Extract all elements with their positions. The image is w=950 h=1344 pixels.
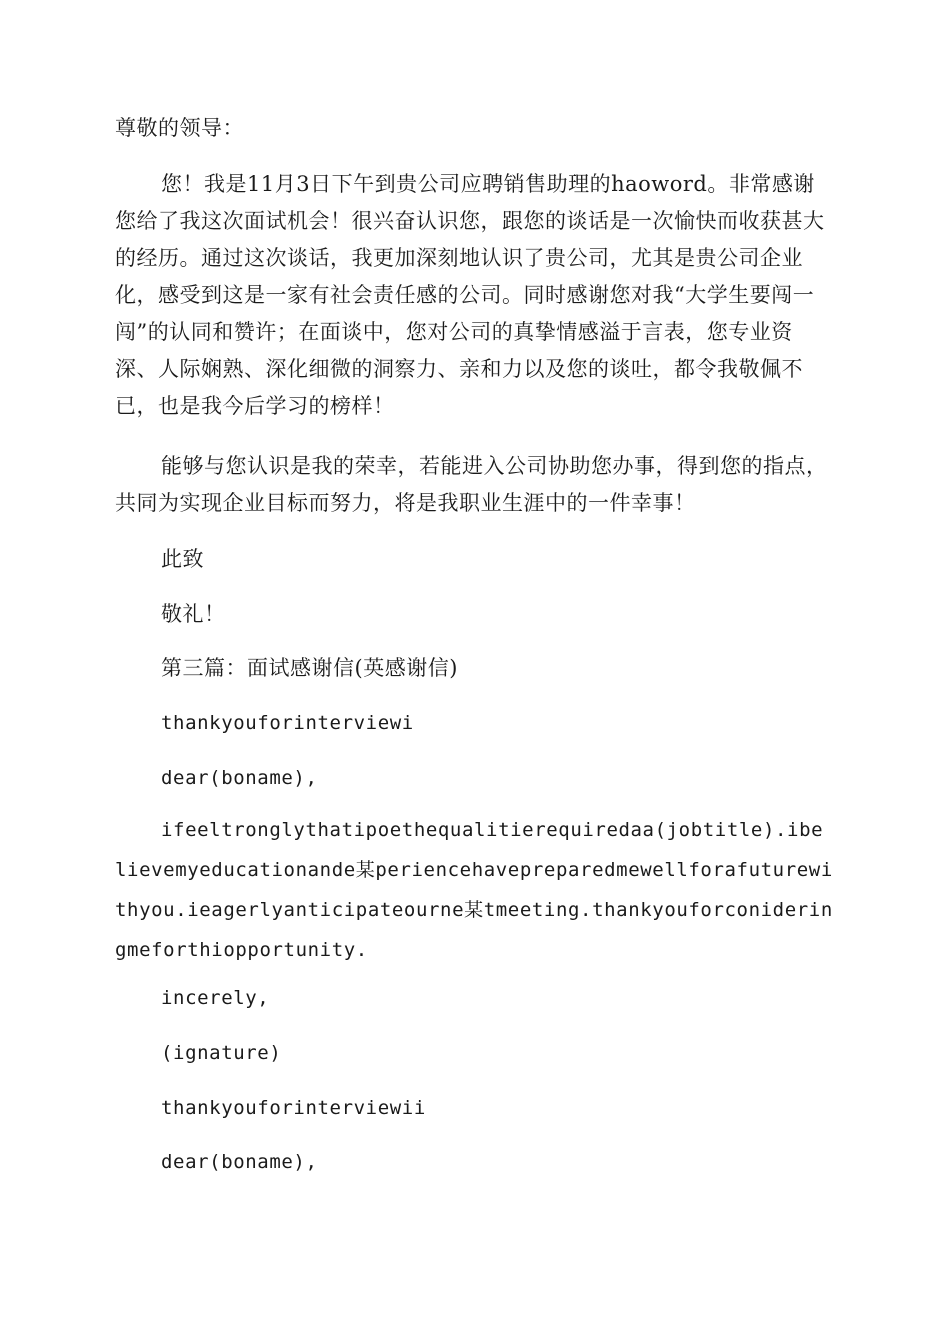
letter1-greeting: dear(boname), <box>161 767 318 789</box>
closing-line-2: 敬礼！ <box>161 602 226 626</box>
closing-line-1: 此致 <box>161 547 204 571</box>
letter2-title: thankyouforinterviewii <box>161 1097 426 1119</box>
letter1-signature: (ignature) <box>161 1042 282 1064</box>
letter2-greeting: dear(boname), <box>161 1151 318 1173</box>
body-paragraph-2: 能够与您认识是我的荣幸，若能进入公司协助您办事，得到您的指点，共同为实现企业目标而努力，将是我职业生涯中的一件幸事！ <box>115 454 828 515</box>
salutation: 尊敬的领导： <box>115 116 244 140</box>
section-heading: 第三篇：面试感谢信(英感谢信) <box>161 656 458 680</box>
body-paragraph-1: 您！我是11月3日下午到贵公司应聘销售助理的haoword。非常感谢您给了我这次面试机会！很兴奋认识您，跟您的谈话是一次愉快而收获甚大的经历。通过这次谈话，我更加深刻地认识了贵公司，尤其是贵公司企业化，感受到这是一家有社会责任感的公司。同时感谢您对我“大学生要闯一闯”的认同和赞许；在面谈中，您对公司的真挚情感溢于言表，您专业资深、人际娴熟、深化细微的洞察力、亲和力以及您的谈吐，都令我敬佩不已，也是我今后学习的榜样！ <box>115 172 825 418</box>
letter1-title: thankyouforinterviewi <box>161 712 414 734</box>
letter1-body: ifeeltronglythatipoethequalitierequiredaa(jobtitle).ibelievemyeducationande某periencehavepreparedmewellforafuturewithyou.ieagerlyanticipateourne某tmeeting.thankyouforconideringmeforthiopportunity. <box>115 819 833 961</box>
letter1-signoff: incerely, <box>161 987 270 1009</box>
